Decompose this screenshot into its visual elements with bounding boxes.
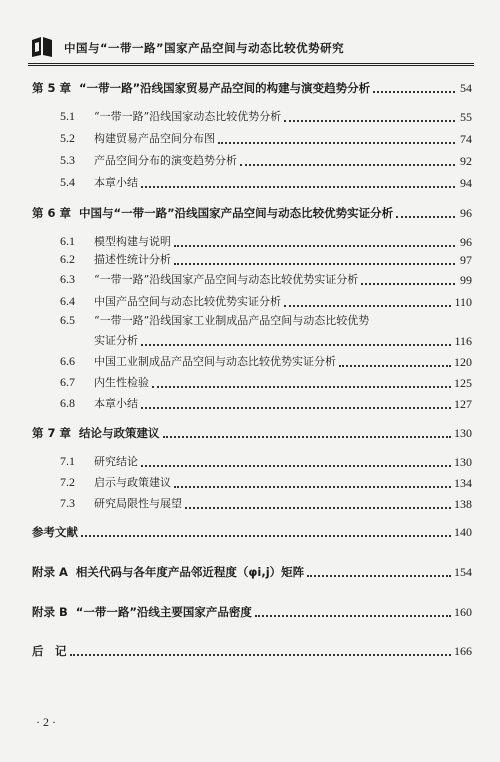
page-number: 55: [460, 110, 472, 124]
page-number: 110: [454, 295, 472, 309]
dot-leader: [255, 609, 451, 617]
section-number: 5.4: [60, 175, 75, 189]
toc-section-7-3[interactable]: [60, 495, 472, 513]
dot-leader: [141, 401, 451, 409]
page-number: 94: [460, 176, 472, 190]
dot-leader: [141, 459, 451, 467]
toc-postscript[interactable]: [32, 642, 472, 660]
page-number: 134: [454, 476, 472, 490]
dot-leader: [174, 239, 455, 247]
toc-chapter-5[interactable]: [32, 79, 472, 97]
page-number: 92: [460, 154, 472, 168]
page-number: 130: [454, 426, 472, 440]
section-title: 中国产品空间与动态比较优势实证分析: [94, 295, 281, 308]
dot-leader: [81, 529, 451, 537]
chapter-number: 第 5 章: [32, 81, 72, 95]
chapter-number: 第 6 章: [32, 206, 72, 220]
toc-section-5-1[interactable]: [60, 108, 472, 126]
dot-leader: [185, 501, 451, 509]
appendix-title: 相关代码与各年度产品邻近程度（φi,j）矩阵: [75, 565, 305, 579]
section-title: “一带一路”沿线国家工业制成品产品空间与动态比较优势: [94, 314, 370, 327]
section-number: 5.2: [60, 131, 75, 145]
toc-appendix-a[interactable]: [32, 563, 472, 581]
section-number: 6.5: [60, 313, 75, 327]
toc-section-6-2[interactable]: [60, 251, 472, 269]
section-title: 研究结论: [94, 455, 138, 468]
page-number: 166: [454, 644, 472, 658]
dot-leader: [284, 114, 455, 122]
dot-leader: [339, 359, 451, 367]
section-number: 6.8: [60, 396, 75, 410]
section-title: 模型构建与说明: [94, 235, 171, 248]
page-number: 54: [460, 81, 472, 95]
chapter-number: 第 7 章: [32, 426, 72, 440]
section-number: 7.3: [60, 496, 75, 510]
section-title-continued: 实证分析: [94, 334, 138, 347]
page-number: 138: [454, 497, 472, 511]
page-number: 125: [454, 376, 472, 390]
section-number: 6.2: [60, 252, 75, 266]
toc-section-7-2[interactable]: [60, 474, 472, 492]
chapter-title: 结论与政策建议: [79, 426, 160, 440]
toc-chapter-7[interactable]: [32, 424, 472, 442]
section-number: 5.1: [60, 109, 75, 123]
page-number: 116: [454, 334, 472, 348]
page-number: 140: [454, 525, 472, 539]
toc-section-6-5[interactable]: [60, 312, 472, 330]
dot-leader: [141, 180, 455, 188]
dot-leader: [141, 338, 451, 346]
section-title: 研究局限性与展望: [94, 497, 182, 510]
toc-chapter-6[interactable]: [32, 204, 472, 222]
appendix-title: “一带一路”沿线主要国家产品密度: [75, 605, 252, 619]
dot-leader: [373, 85, 455, 93]
toc-section-5-4[interactable]: [60, 174, 472, 192]
dot-leader: [70, 648, 452, 656]
references-title: 参考文献: [32, 525, 78, 539]
page-number: 96: [460, 235, 472, 249]
dot-leader: [240, 158, 455, 166]
toc-section-6-4[interactable]: [60, 293, 472, 311]
header-title: 中国与“一带一路”国家产品空间与动态比较优势研究: [64, 41, 345, 55]
section-title: “一带一路”沿线国家产品空间与动态比较优势实证分析: [94, 273, 359, 286]
toc-section-5-3[interactable]: [60, 152, 472, 170]
appendix-number: 附录 A: [32, 565, 68, 579]
section-title: 构建贸易产品空间分布图: [94, 132, 215, 145]
section-title: 中国工业制成品产品空间与动态比较优势实证分析: [94, 355, 336, 368]
toc-appendix-b[interactable]: [32, 603, 472, 621]
page-number: 160: [454, 605, 472, 619]
section-number: 6.7: [60, 375, 75, 389]
dot-leader: [307, 569, 451, 577]
page-number: 130: [454, 455, 472, 469]
toc-references[interactable]: [32, 523, 472, 541]
dot-leader: [361, 277, 455, 285]
section-number: 6.6: [60, 354, 75, 368]
section-title: 内生性检验: [94, 376, 149, 389]
toc-section-6-6[interactable]: [60, 353, 472, 371]
section-title: 描述性统计分析: [94, 253, 171, 266]
section-number: 6.4: [60, 294, 75, 308]
section-number: 7.1: [60, 454, 75, 468]
dot-leader: [174, 480, 451, 488]
toc-section-6-3[interactable]: [60, 271, 472, 289]
page-number: 120: [454, 355, 472, 369]
toc-section-7-1[interactable]: [60, 453, 472, 471]
dot-leader: [396, 210, 455, 218]
section-number: 6.1: [60, 234, 75, 248]
section-title: 启示与政策建议: [94, 476, 171, 489]
postscript-title: 后 记: [32, 644, 67, 658]
chapter-title: “一带一路”沿线国家贸易产品空间的构建与演变趋势分析: [79, 81, 371, 95]
section-title: 本章小结: [94, 397, 138, 410]
dot-leader: [152, 380, 451, 388]
toc-section-6-5-continued[interactable]: [94, 332, 472, 350]
toc-section-6-7[interactable]: [60, 374, 472, 392]
section-number: 6.3: [60, 272, 75, 286]
section-title: “一带一路”沿线国家动态比较优势分析: [94, 110, 282, 123]
toc-section-6-1[interactable]: [60, 233, 472, 251]
appendix-number: 附录 B: [32, 605, 68, 619]
section-title: 产品空间分布的演变趋势分析: [94, 154, 237, 167]
section-title: 本章小结: [94, 176, 138, 189]
section-number: 5.3: [60, 153, 75, 167]
chapter-title: 中国与“一带一路”沿线国家产品空间与动态比较优势实证分析: [79, 206, 394, 220]
footer-page-number: · 2 ·: [36, 715, 56, 729]
page-number: 99: [460, 273, 472, 287]
dot-leader: [163, 430, 451, 438]
page-number: 154: [454, 565, 472, 579]
toc-section-6-8[interactable]: [60, 395, 472, 413]
page-number: 97: [460, 253, 472, 267]
page-number: 74: [460, 132, 472, 146]
section-number: 7.2: [60, 475, 75, 489]
dot-leader: [174, 257, 455, 265]
toc-section-5-2[interactable]: [60, 130, 472, 148]
page-number: 127: [454, 397, 472, 411]
page-number: 96: [460, 206, 472, 220]
dot-leader: [284, 299, 451, 307]
dot-leader: [218, 136, 455, 144]
